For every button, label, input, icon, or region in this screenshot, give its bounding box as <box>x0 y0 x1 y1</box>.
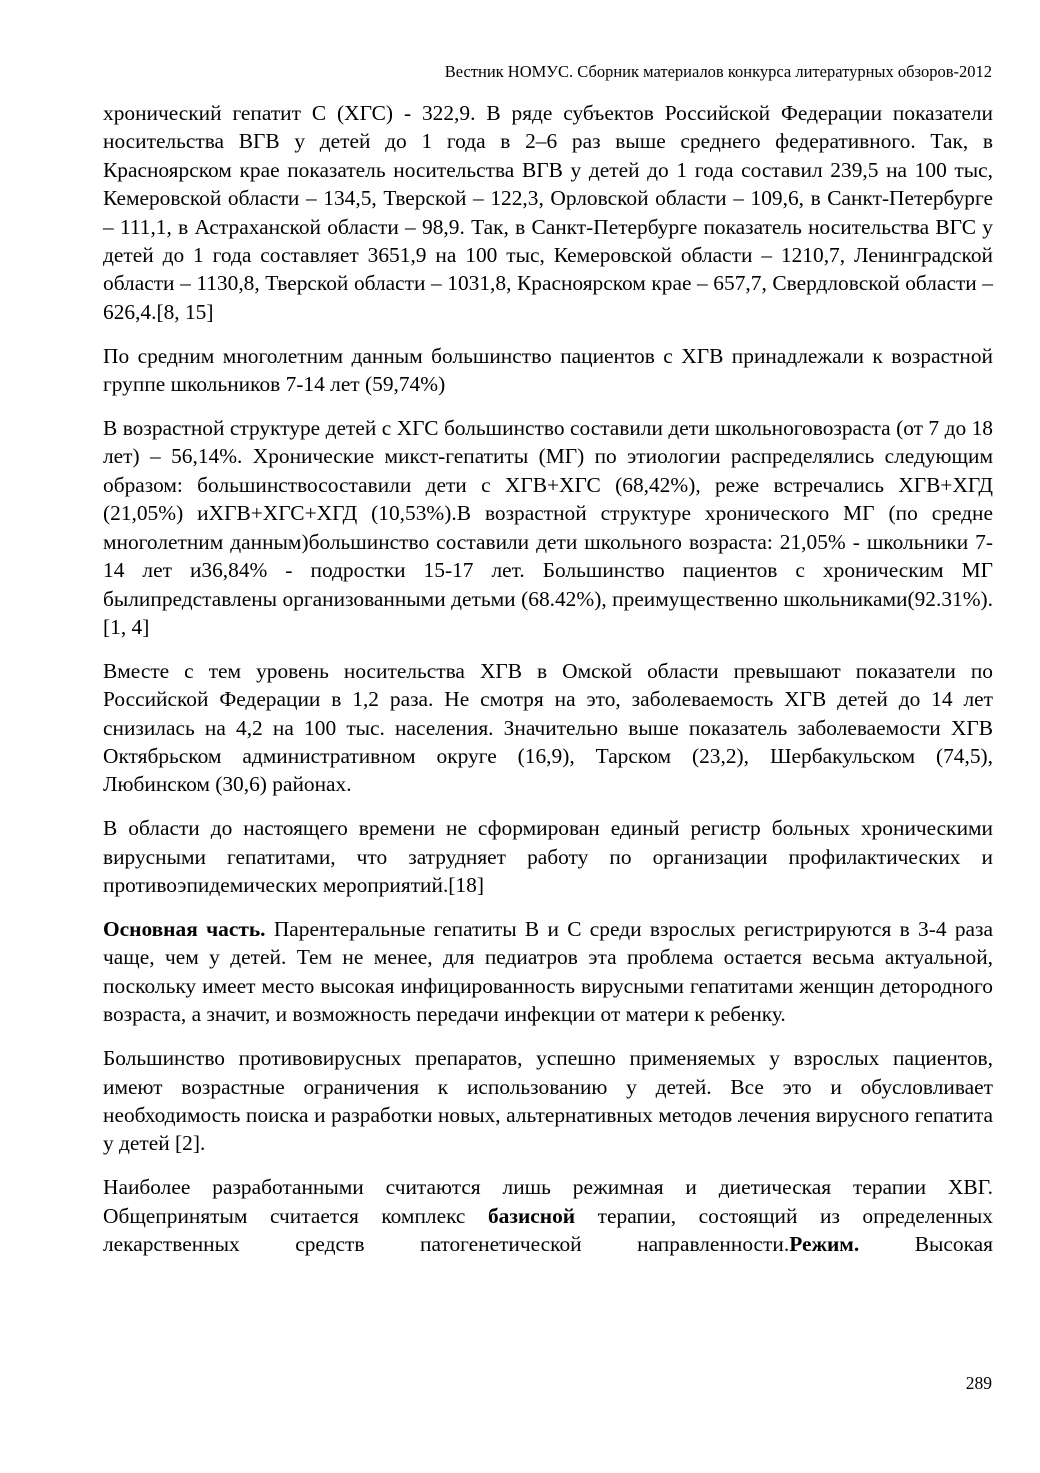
emphasis-basic: базисной <box>487 1203 576 1228</box>
paragraph-2: По средним многолетним данным большинство пациентов с ХГВ принадлежали к возрастной группе школьников 7-14 лет (59,74%) <box>103 343 993 397</box>
paragraph-6-text: Парентеральные гепатиты В и С среди взрослых регистрируются в 3-4 раза чаще, чем у детей. Тем не менее, для педиатров эта проблема остается весьма актуальной, поскольку имеет место высокая инфицированность вирусными гепатитами женщин детородного возраста, а значит, и возможность передачи инфекции от матери к ребенку. <box>103 917 993 1027</box>
paragraph-8 <box>103 1173 993 1258</box>
page-body <box>103 99 993 1259</box>
paragraph-8-part-2: терапии, состоящий из определенных лекарственных средств патогенетической направленности. <box>103 1203 993 1257</box>
paragraph-8-part-3: Высокая <box>859 1232 993 1257</box>
paragraph-7: Большинство противовирусных препаратов, успешно применяемых у взрослых пациентов, имеют возрастные ограничения к использованию у детей. Все это и обусловливает необходимость поиска и разработки новых, альтернативных методов лечения вирусного гепатита у детей [2]. <box>103 1046 993 1156</box>
paragraph-8-part-1: Наиболее разработанными считаются лишь режимная и диетическая терапии ХВГ. Общепринятым считается комплекс <box>103 1175 993 1228</box>
paragraph-4: Вместе с тем уровень носительства ХГВ в Омской области превышают показатели по Российской Федерации в 1,2 раза. Не смотря на это, заболеваемость ХГВ детей до 14 лет снизилась на 4,2 на 100 тыс. населения. Значительно выше показатель заболеваемости ХГВ Октябрьском административном округе (16,9), Тарском (23,2), Шербакульском (74,5), Любинском (30,6) районах. <box>103 658 993 797</box>
emphasis-regime: Режим. <box>789 1232 860 1257</box>
paragraph-3: В возрастной структуре детей с ХГС большинство составили дети школьноговозраста (от 7 до 18 лет) – 56,14%. Хронические микст-гепатиты (МГ) по этиологии распределялись следующим образом: большинствосоставили дети с ХГВ+ХГС (68,42%), реже встречались ХГВ+ХГД (21,05%) иХГВ+ХГС+ХГД (10,53%).В возрастной структуре хронического МГ (по средне многолетним данным)большинство составили дети школьного возраста: 21,05% - школьники 7-14 лет и36,84% - подростки 15-17 лет. Большинство пациентов с хроническим МГ былипредставлены организованными детьми (68.42%), преимущественно школьниками(92.31%).[1, 4] <box>103 416 993 639</box>
paragraph-1: хронический гепатит С (ХГС) - 322,9. В ряде субъектов Российской Федерации показатели носительства ВГВ у детей до 1 года в 2–6 раз выше среднего федеративного. Так, в Красноярском крае показатель носительства ВГВ у детей до 1 года составил 239,5 на 100 тыс, Кемеровской области – 134,5, Тверской – 122,3, Орловской области – 109,6, в Санкт-Петербурге – 111,1, в Астраханской области – 98,9. Так, в Санкт-Петербурге показатель носительства ВГС у детей до 1 года составляет 3651,9 на 100 тыс, Кемеровской области – 1210,7, Ленинградской области – 1130,8, Тверской области – 1031,8, Красноярском крае – 657,7, Свердловской области – 626,4.[8, 15] <box>103 101 993 324</box>
paragraph-6 <box>103 915 993 1029</box>
section-heading-main-part: Основная часть. <box>103 917 266 942</box>
page-number: 289 <box>965 1373 992 1393</box>
paragraph-5: В области до настоящего времени не сформирован единый регистр больных хроническими вирусными гепатитами, что затрудняет работу по организации профилактических и противоэпидемических мероприятий.[18] <box>103 816 993 898</box>
running-header: Вестник НОМУС. Сборник материалов конкурса литературных обзоров-2012 <box>444 62 992 81</box>
